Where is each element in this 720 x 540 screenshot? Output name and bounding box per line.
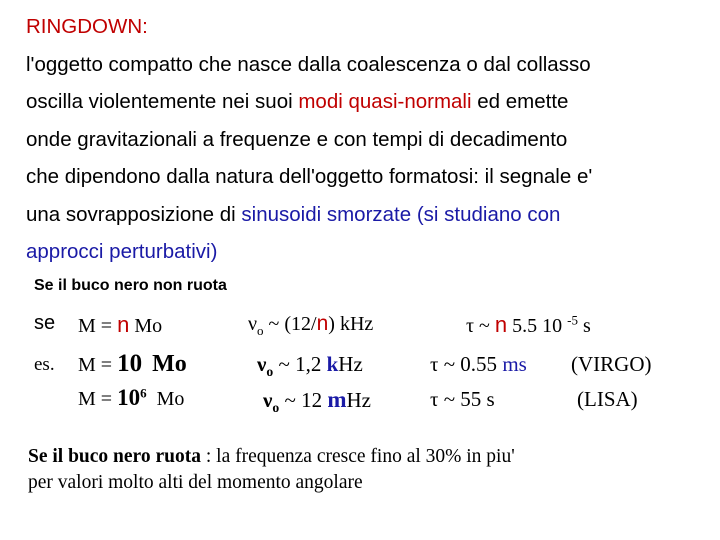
paragraph-line-6: approcci perturbativi) xyxy=(26,240,218,263)
tau-n: n xyxy=(494,312,508,337)
quasi-normal-modes-text: modi quasi-normali xyxy=(298,90,472,113)
paragraph-line-2-end: ed emette xyxy=(471,90,569,113)
freq-expr-start: ~ (12/ xyxy=(263,313,317,335)
mass-prefix: M = xyxy=(78,388,118,410)
mass-prefix: M = xyxy=(78,315,118,337)
general-mass xyxy=(78,312,162,338)
mass-base: 10 xyxy=(117,385,141,410)
general-frequency xyxy=(248,312,373,336)
freq-value: ~ 1,2 xyxy=(273,352,327,376)
nonrotating-heading: Se il buco nero non ruota xyxy=(34,277,227,294)
tau-expr-start: τ ~ xyxy=(466,315,495,337)
tau-exponent: -5 xyxy=(567,312,578,328)
example-label: es. xyxy=(34,354,55,375)
damped-sinusoids-text: sinusoidi smorzate (si studiano con xyxy=(241,202,561,226)
virgo-label: (VIRGO) xyxy=(571,352,652,376)
rotating-line-2: per valori molto alti del momento angolare xyxy=(28,472,363,493)
tau-ms-unit: ms xyxy=(502,352,527,376)
general-se-label: se xyxy=(34,312,56,334)
rotating-note xyxy=(28,444,708,496)
rotating-lead: Se il buco nero ruota xyxy=(28,446,201,467)
example1-mass xyxy=(78,350,187,378)
freq-milli-prefix: m xyxy=(327,387,347,412)
paragraph-line-3: onde gravitazionali a frequenze e con tempi di decadimento xyxy=(26,127,568,151)
nu-symbol: ν xyxy=(263,388,273,412)
nu-symbol: ν xyxy=(248,313,258,335)
paragraph-line-4: che dipendono dalla natura dell'oggetto formatosi: il segnale e' xyxy=(26,165,593,188)
mass-unit: Mo xyxy=(129,315,163,337)
mass-unit: Mo xyxy=(156,388,185,410)
ringdown-paragraph xyxy=(26,8,706,271)
nu-subscript: o xyxy=(272,400,280,416)
freq-expr-end: ) kHz xyxy=(328,313,374,335)
example1-frequency xyxy=(257,352,363,380)
general-damping-time xyxy=(466,312,591,338)
paragraph-line-5-text: una sovrapposizione di xyxy=(26,202,242,226)
tau-value: τ ~ 0.55 xyxy=(430,352,503,376)
ringdown-title: RINGDOWN: xyxy=(26,15,148,38)
tau-expr-mid: 5.5 10 xyxy=(507,315,568,337)
mass-exponent: 6 xyxy=(140,385,147,401)
mass-n: n xyxy=(117,312,130,337)
freq-unit: Hz xyxy=(346,388,372,412)
freq-value: ~ 12 xyxy=(279,388,328,412)
example2-damping-time: τ ~ 55 s xyxy=(430,387,495,411)
lisa-label: (LISA) xyxy=(577,387,638,411)
example2-mass xyxy=(78,385,184,411)
nu-subscript: o xyxy=(266,364,274,380)
mass-prefix: M = xyxy=(78,354,118,376)
paragraph-line-5 xyxy=(26,196,706,234)
example2-frequency xyxy=(263,387,372,416)
paragraph-line-1: l'oggetto compatto che nasce dalla coalescenza o dal collasso xyxy=(26,52,591,76)
freq-kilo-prefix: k xyxy=(326,352,339,376)
nu-symbol: ν xyxy=(257,352,267,376)
mass-unit: Mo xyxy=(152,351,187,377)
freq-n: n xyxy=(316,312,329,335)
example1-damping-time xyxy=(430,352,527,377)
rotating-line-1-rest: : la frequenza cresce fino al 30% in piu' xyxy=(200,446,515,467)
mass-value: 10 xyxy=(117,350,143,377)
freq-unit: Hz xyxy=(338,352,363,376)
nu-subscript: o xyxy=(257,323,264,338)
paragraph-line-2-text: oscilla violentemente nei suoi xyxy=(26,90,299,113)
rotating-line-1 xyxy=(28,444,708,470)
tau-unit: s xyxy=(577,315,591,337)
paragraph-line-2 xyxy=(26,83,706,121)
